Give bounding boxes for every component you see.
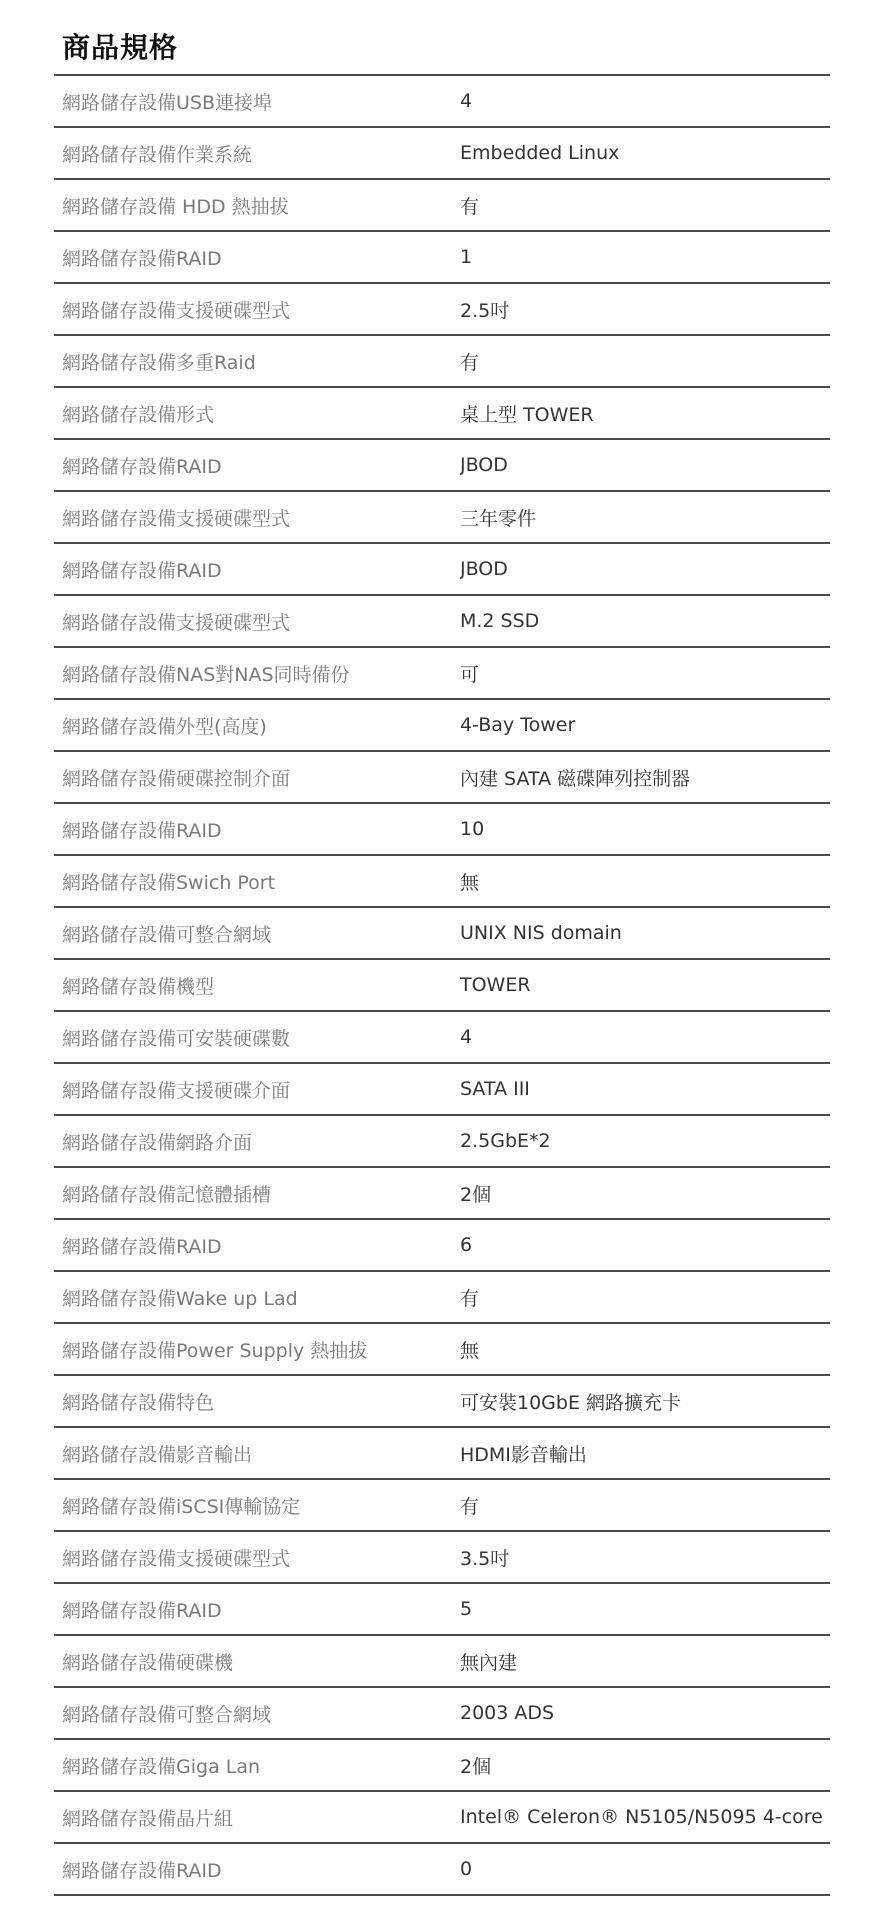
spec-row: [54, 1064, 830, 1116]
spec-row: [54, 232, 830, 284]
spec-row: [54, 648, 830, 700]
spec-value: 4: [460, 1026, 473, 1048]
spec-label: 網路儲存設備外型(高度): [62, 715, 267, 738]
page-title: 商品規格: [62, 31, 179, 64]
spec-label: 網路儲存設備Giga Lan: [62, 1755, 261, 1778]
spec-row: [54, 76, 830, 128]
spec-value: 2003 ADS: [460, 1702, 555, 1724]
spec-value: JBOD: [460, 558, 508, 580]
spec-value: 無: [460, 871, 480, 894]
spec-value: 無: [460, 1339, 480, 1362]
spec-row: [54, 960, 830, 1012]
spec-label: 網路儲存設備支援硬碟型式: [62, 299, 291, 322]
spec-label: 網路儲存設備硬碟機: [62, 1651, 234, 1674]
spec-label: 網路儲存設備RAID: [62, 1859, 222, 1882]
spec-label: 網路儲存設備可整合網域: [62, 923, 272, 946]
spec-value: JBOD: [460, 454, 508, 476]
spec-row: [54, 1272, 830, 1324]
spec-row: [54, 752, 830, 804]
spec-label: 網路儲存設備特色: [62, 1391, 215, 1414]
spec-row: [54, 1636, 830, 1688]
spec-row: [54, 1844, 830, 1896]
spec-value: 可安裝10GbE 網路擴充卡: [460, 1391, 682, 1414]
spec-value: 2.5GbE*2: [460, 1130, 551, 1152]
spec-row: [54, 284, 830, 336]
spec-label: 網路儲存設備影音輸出: [62, 1443, 253, 1466]
spec-value: 4-Bay Tower: [460, 714, 576, 736]
spec-value: 5: [460, 1598, 473, 1620]
spec-label: 網路儲存設備網路介面: [62, 1131, 253, 1154]
spec-row: [54, 1792, 830, 1844]
spec-label: 網路儲存設備RAID: [62, 455, 222, 478]
spec-label: 網路儲存設備RAID: [62, 1599, 222, 1622]
spec-value: HDMI影音輸出: [460, 1443, 587, 1466]
spec-row: [54, 1584, 830, 1636]
spec-value: 有: [460, 1287, 480, 1310]
spec-label: 網路儲存設備iSCSI傳輸協定: [62, 1495, 301, 1518]
spec-label: 網路儲存設備可整合網域: [62, 1703, 272, 1726]
spec-row: [54, 1168, 830, 1220]
spec-row: [54, 440, 830, 492]
spec-row: [54, 1532, 830, 1584]
spec-label: 網路儲存設備RAID: [62, 559, 222, 582]
spec-row: [54, 388, 830, 440]
spec-value: Embedded Linux: [460, 142, 620, 164]
spec-value: M.2 SSD: [460, 610, 540, 632]
spec-row: [54, 700, 830, 752]
spec-table: [54, 74, 830, 1896]
spec-row: [54, 1220, 830, 1272]
spec-value: 3.5吋: [460, 1547, 510, 1570]
spec-value: 2個: [460, 1183, 492, 1206]
spec-row: [54, 908, 830, 960]
spec-value: 有: [460, 1495, 480, 1518]
spec-row: [54, 856, 830, 908]
spec-label: 網路儲存設備支援硬碟介面: [62, 1079, 291, 1102]
spec-label: 網路儲存設備 HDD 熱抽拔: [62, 195, 289, 218]
spec-value: 可: [460, 663, 480, 686]
spec-value: 三年零件: [460, 507, 537, 530]
spec-row: [54, 180, 830, 232]
spec-value: Intel® Celeron® N5105/N5095 4-core: [460, 1806, 823, 1828]
spec-label: 網路儲存設備硬碟控制介面: [62, 767, 291, 790]
spec-label: 網路儲存設備形式: [62, 403, 215, 426]
spec-value: 2.5吋: [460, 299, 510, 322]
spec-row: [54, 128, 830, 180]
spec-label: 網路儲存設備記憶體插槽: [62, 1183, 272, 1206]
spec-row: [54, 336, 830, 388]
spec-row: [54, 1740, 830, 1792]
spec-row: [54, 1428, 830, 1480]
spec-row: [54, 492, 830, 544]
spec-label: 網路儲存設備Wake up Lad: [62, 1287, 298, 1310]
spec-label: 網路儲存設備RAID: [62, 1235, 222, 1258]
spec-label: 網路儲存設備RAID: [62, 819, 222, 842]
spec-row: [54, 544, 830, 596]
spec-label: 網路儲存設備支援硬碟型式: [62, 507, 291, 530]
spec-value: 有: [460, 351, 480, 374]
spec-label: 網路儲存設備可安裝硬碟數: [62, 1027, 291, 1050]
spec-value: UNIX NIS domain: [460, 922, 622, 944]
spec-value: 1: [460, 246, 473, 268]
spec-row: [54, 1480, 830, 1532]
spec-row: [54, 1376, 830, 1428]
spec-value: 無內建: [460, 1651, 518, 1674]
spec-label: 網路儲存設備支援硬碟型式: [62, 611, 291, 634]
spec-label: 網路儲存設備晶片組: [62, 1807, 234, 1830]
spec-value: 6: [460, 1234, 473, 1256]
spec-row: [54, 1116, 830, 1168]
spec-row: [54, 596, 830, 648]
spec-value: 有: [460, 195, 480, 218]
spec-value: 10: [460, 818, 485, 840]
spec-label: 網路儲存設備作業系統: [62, 143, 253, 166]
spec-row: [54, 1688, 830, 1740]
spec-value: SATA III: [460, 1078, 530, 1100]
spec-label: 網路儲存設備Power Supply 熱抽拔: [62, 1339, 368, 1362]
spec-label: 網路儲存設備USB連接埠: [62, 91, 273, 114]
spec-value: 0: [460, 1858, 473, 1880]
spec-row: [54, 804, 830, 856]
spec-label: 網路儲存設備Swich Port: [62, 871, 276, 894]
spec-label: 網路儲存設備機型: [62, 975, 215, 998]
spec-row: [54, 1012, 830, 1064]
spec-label: 網路儲存設備NAS對NAS同時備份: [62, 663, 350, 686]
spec-value: TOWER: [460, 974, 531, 996]
spec-value: 2個: [460, 1755, 492, 1778]
spec-row: [54, 1324, 830, 1376]
spec-label: 網路儲存設備支援硬碟型式: [62, 1547, 291, 1570]
spec-label: 網路儲存設備RAID: [62, 247, 222, 270]
spec-value: 4: [460, 90, 473, 112]
spec-value: 桌上型 TOWER: [460, 403, 594, 426]
spec-value: 內建 SATA 磁碟陣列控制器: [460, 767, 691, 790]
spec-label: 網路儲存設備多重Raid: [62, 351, 256, 374]
